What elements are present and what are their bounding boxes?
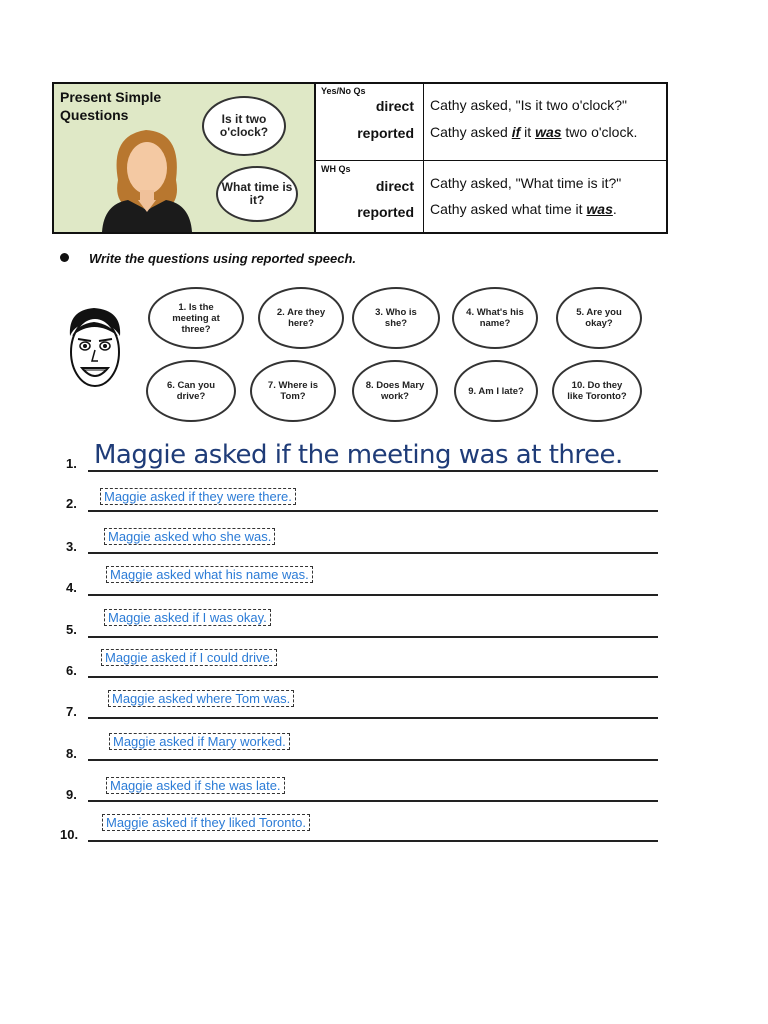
answer-number-1: 1. [66, 456, 77, 471]
question-bubble-10: 10. Do they like Toronto? [552, 360, 642, 422]
man-face-icon [62, 306, 126, 398]
bullet-icon [60, 253, 69, 262]
answer-line-1 [88, 470, 658, 472]
woman-illustration-icon [98, 120, 198, 232]
answer-line-6 [88, 676, 658, 678]
answer-input-2[interactable]: Maggie asked if they were there. [100, 488, 296, 505]
answer-number-3: 3. [66, 539, 77, 554]
wh-tag: WH Qs [321, 164, 351, 174]
answer-line-9 [88, 800, 658, 802]
speech-bubble-is-it-two: Is it two o'clock? [202, 96, 286, 156]
answer-line-8 [88, 759, 658, 761]
question-bubble-2: 2. Are they here? [258, 287, 344, 349]
instruction-text: Write the questions using reported speech. [89, 251, 357, 266]
answer-line-2 [88, 510, 658, 512]
question-bubble-4: 4. What's his name? [452, 287, 538, 349]
yesno-direct-label: direct [375, 98, 414, 114]
grammar-illustration-panel [54, 84, 316, 232]
table-divider [316, 160, 668, 161]
answer-line-7 [88, 717, 658, 719]
answer-number-2: 2. [66, 496, 77, 511]
yesno-tag: Yes/No Qs [321, 86, 366, 96]
question-bubble-7: 7. Where is Tom? [250, 360, 336, 422]
wh-direct-label: direct [375, 178, 414, 194]
answer-input-8[interactable]: Maggie asked if Mary worked. [109, 733, 290, 750]
yesno-reported-label: reported [357, 125, 414, 141]
yesno-direct-example: Cathy asked, "Is it two o'clock?" [430, 97, 628, 113]
wh-reported-example: Cathy asked what time it was. [430, 201, 617, 217]
answer-number-10: 10. [60, 827, 79, 842]
question-bubble-8: 8. Does Mary work? [352, 360, 438, 422]
answer-input-6[interactable]: Maggie asked if I could drive. [101, 649, 277, 666]
answer-number-8: 8. [66, 746, 77, 761]
answer-number-6: 6. [66, 663, 77, 678]
yesno-reported-example: Cathy asked if it was two o'clock. [430, 124, 638, 140]
answer-number-9: 9. [66, 787, 77, 802]
example-answer: Maggie asked if the meeting was at three. [94, 440, 623, 470]
question-bubble-6: 6. Can you drive? [146, 360, 236, 422]
answer-input-5[interactable]: Maggie asked if I was okay. [104, 609, 271, 626]
question-bubble-5: 5. Are you okay? [556, 287, 642, 349]
question-bubble-3: 3. Who is she? [352, 287, 440, 349]
answer-input-10[interactable]: Maggie asked if they liked Toronto. [102, 814, 310, 831]
answer-number-5: 5. [66, 622, 77, 637]
grammar-example-column [424, 84, 668, 232]
question-bubble-1: 1. Is the meeting at three? [148, 287, 244, 349]
grammar-title: Present Simple Questions [60, 89, 162, 123]
answer-input-7[interactable]: Maggie asked where Tom was. [108, 690, 294, 707]
wh-reported-label: reported [357, 204, 414, 220]
answer-line-4 [88, 594, 658, 596]
speech-bubble-what-time: What time is it? [216, 166, 298, 222]
wh-direct-example: Cathy asked, "What time is it?" [430, 175, 622, 191]
answer-input-9[interactable]: Maggie asked if she was late. [106, 777, 285, 794]
question-bubble-9: 9. Am I late? [454, 360, 538, 422]
answer-input-4[interactable]: Maggie asked what his name was. [106, 566, 313, 583]
answer-line-10 [88, 840, 658, 842]
answer-number-4: 4. [66, 580, 77, 595]
answer-input-3[interactable]: Maggie asked who she was. [104, 528, 275, 545]
grammar-label-column [316, 84, 424, 232]
grammar-table [52, 82, 668, 234]
answer-line-3 [88, 552, 658, 554]
answer-line-5 [88, 636, 658, 638]
answer-number-7: 7. [66, 704, 77, 719]
